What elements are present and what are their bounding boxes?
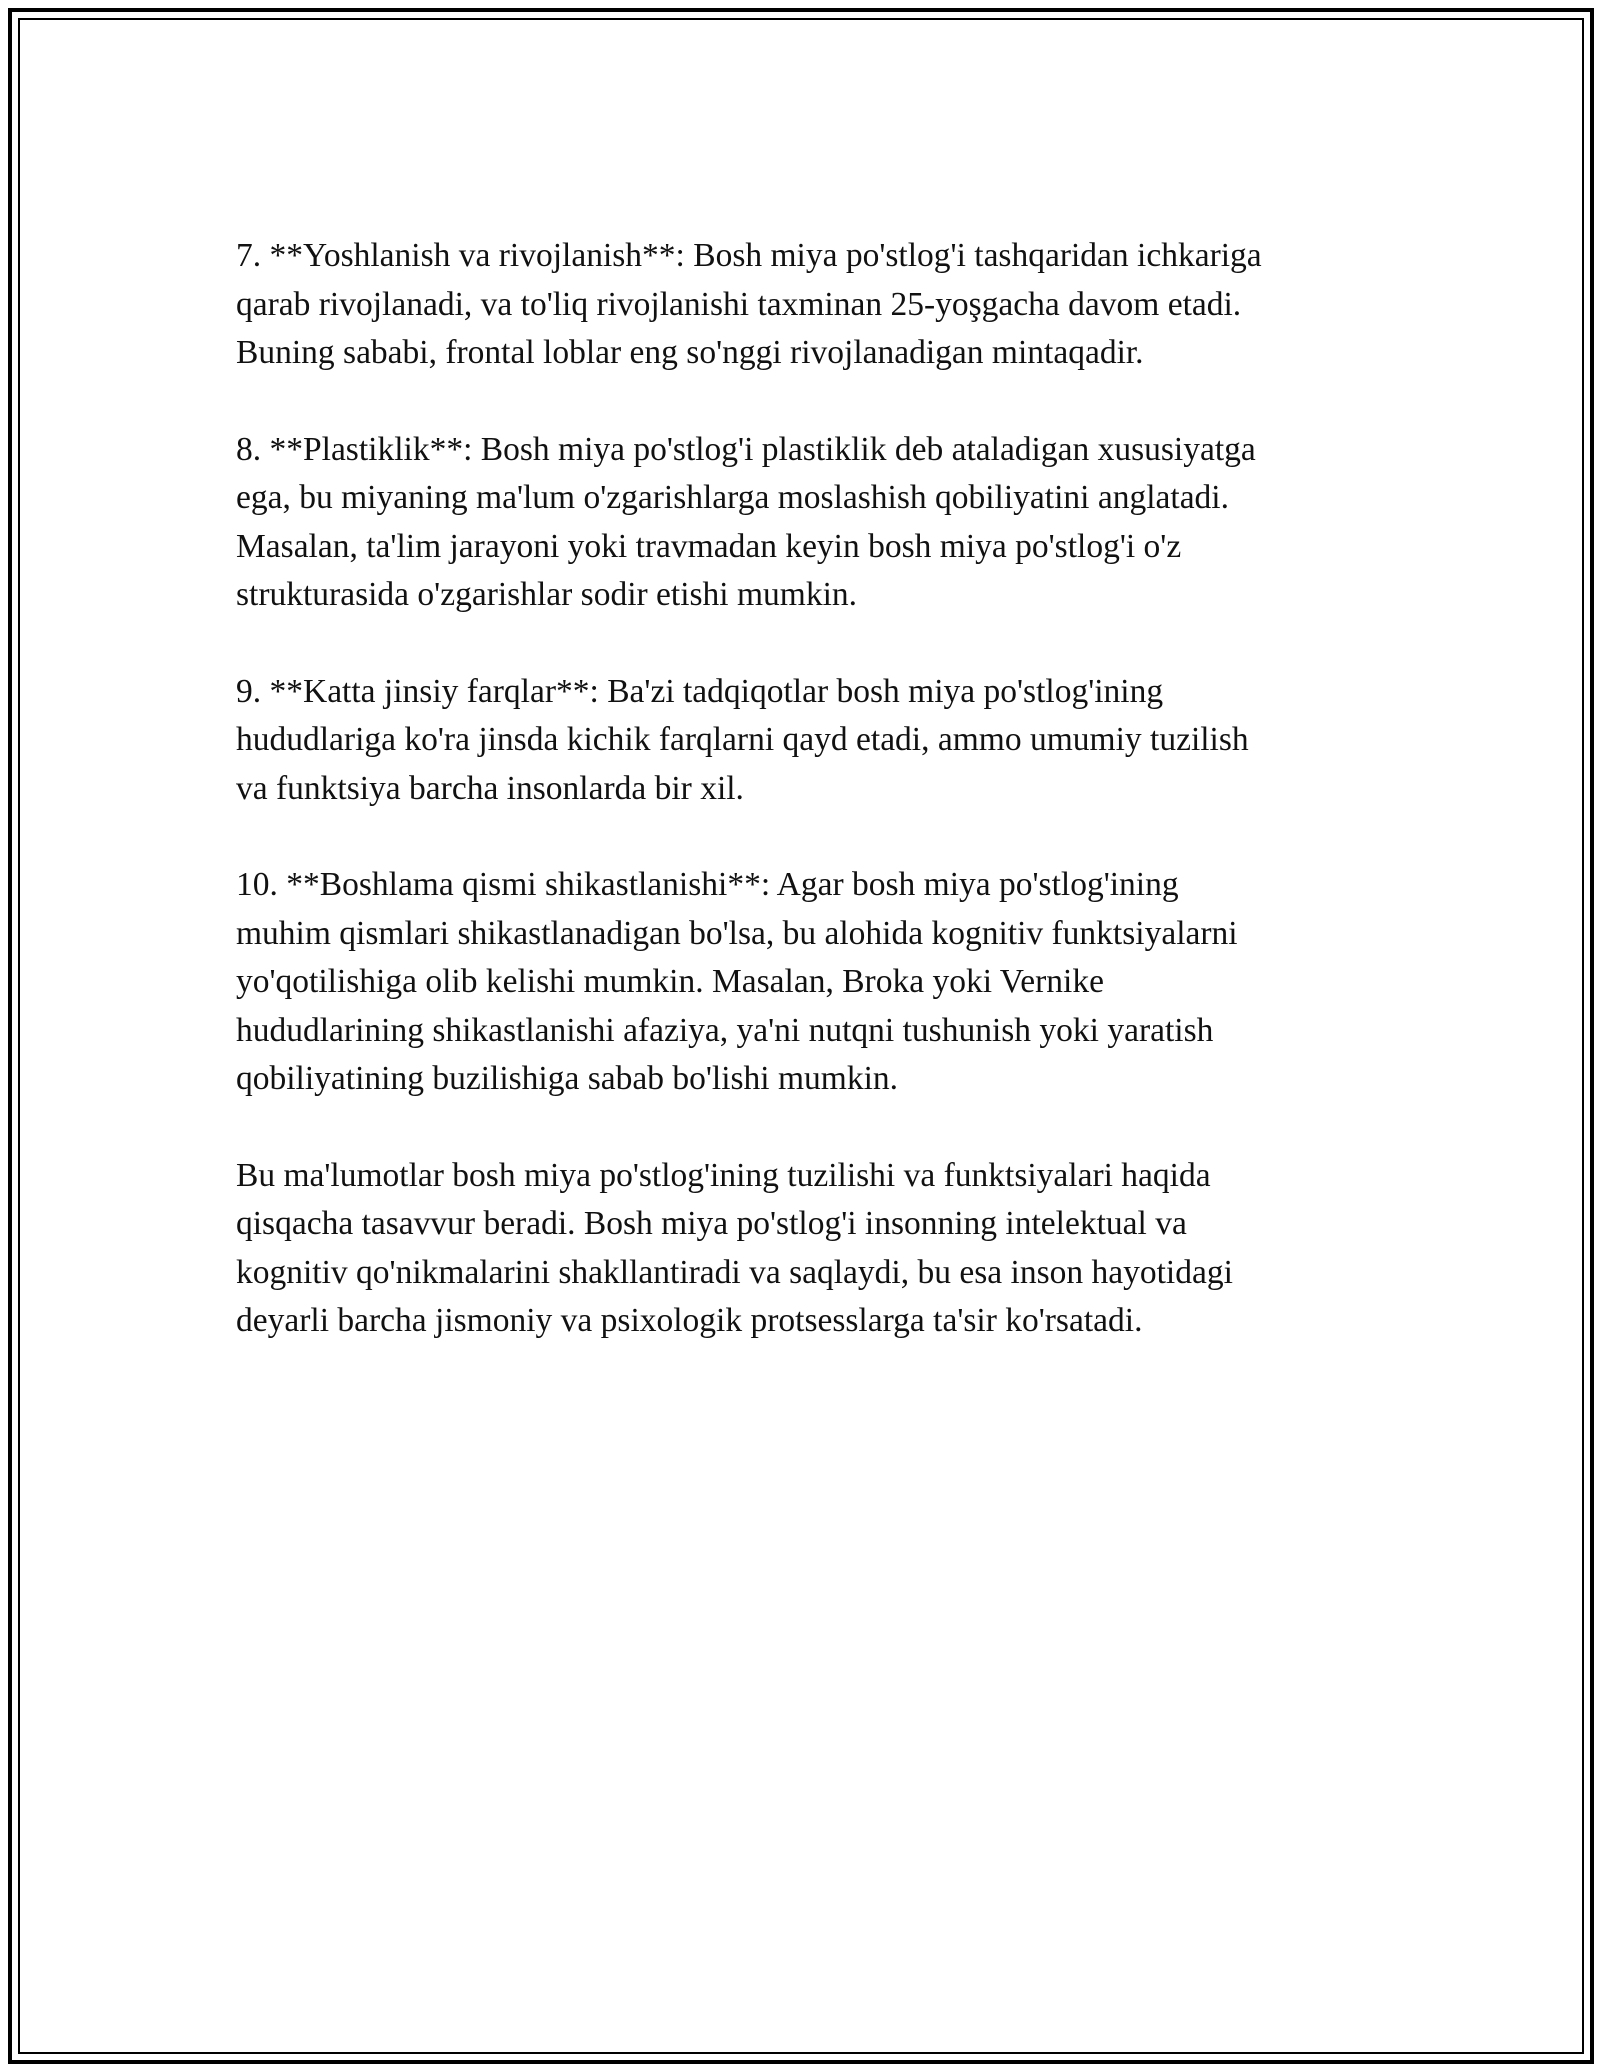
document-body	[236, 232, 1386, 1394]
text-line: muhim qismlari shikastlanadigan bo'lsa, bu alohida kognitiv funktsiyalarni	[236, 914, 1238, 952]
paragraph-item-10	[236, 861, 1386, 1104]
text-line: va funktsiya barcha insonlarda bir xil.	[236, 769, 744, 807]
text-line: qobiliyatining buzilishiga sabab bo'lishi mumkin.	[236, 1060, 899, 1097]
paragraph-item-9	[236, 668, 1386, 814]
text-line: qisqacha tasavvur beradi. Bosh miya po'stlog'i insonning intelektual va	[236, 1205, 1187, 1242]
paragraph-item-7	[236, 232, 1386, 378]
text-line: Bu ma'lumotlar bosh miya po'stlog'ining tuzilishi va funktsiyalari haqida	[236, 1156, 1211, 1194]
text-line: 7. **Yoshlanish va rivojlanish**: Bosh miya po'stlog'i tashqaridan ichkariga	[236, 237, 1262, 274]
text-line: hududlarining shikastlanishi afaziya, ya'ni nutqni tushunish yoki yaratish	[236, 1011, 1214, 1049]
text-line: Masalan, ta'lim jarayoni yoki travmadan keyin bosh miya po'stlog'i o'z	[236, 527, 1182, 565]
text-line: 8. **Plastiklik**: Bosh miya po'stlog'i plastiklik deb ataladigan xususiyatga	[236, 430, 1256, 468]
text-line: qarab rivojlanadi, va to'liq rivojlanishi taxminan 25-yoşgacha davom etadi.	[236, 285, 1242, 323]
text-line: strukturasida o'zgarishlar sodir etishi mumkin.	[236, 576, 858, 613]
paragraph-summary	[236, 1152, 1386, 1346]
text-line: deyarli barcha jismoniy va psixologik protsesslarga ta'sir ko'rsatadi.	[236, 1302, 1143, 1339]
text-line: 10. **Boshlama qismi shikastlanishi**: Agar bosh miya po'stlog'ining	[236, 866, 1179, 903]
text-line: yo'qotilishiga olib kelishi mumkin. Masalan, Broka yoki Vernike	[236, 963, 1104, 1000]
paragraph-item-8	[236, 426, 1386, 620]
text-line: kognitiv qo'nikmalarini shakllantiradi va saqlaydi, bu esa inson hayotidagi	[236, 1253, 1233, 1291]
text-line: 9. **Katta jinsiy farqlar**: Ba'zi tadqiqotlar bosh miya po'stlog'ining	[236, 672, 1164, 710]
text-line: ega, bu miyaning ma'lum o'zgarishlarga moslashish qobiliyatini anglatadi.	[236, 479, 1229, 516]
text-line: Buning sababi, frontal loblar eng so'nggi rivojlanadigan mintaqadir.	[236, 334, 1144, 371]
text-line: hududlariga ko'ra jinsda kichik farqlarni qayd etadi, ammo umumiy tuzilish	[236, 721, 1249, 758]
